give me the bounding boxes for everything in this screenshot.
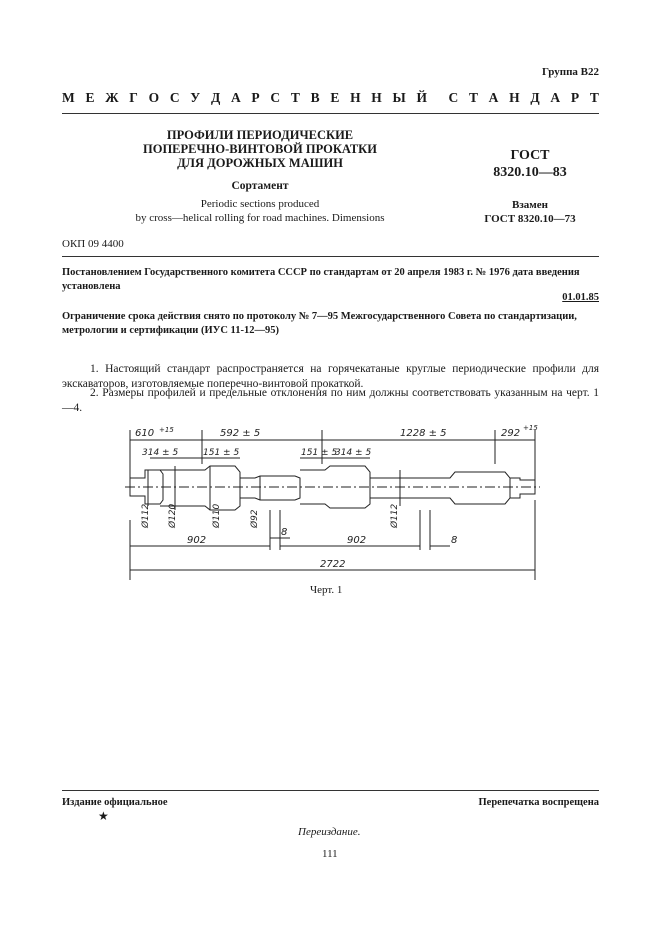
banner-letter: Д bbox=[210, 90, 221, 105]
banner-letter: С bbox=[169, 90, 180, 105]
banner-letter: Н bbox=[350, 90, 361, 105]
shaft-body-2 bbox=[240, 476, 300, 500]
banner-letter: У bbox=[190, 90, 201, 105]
title-subtitle: Сортамент bbox=[231, 180, 289, 192]
star-icon: ★ bbox=[98, 809, 109, 823]
dia-120: Ø120 bbox=[168, 503, 178, 528]
dim-902-right: 902 bbox=[347, 535, 367, 546]
english-title-1: Periodic sections produced bbox=[200, 198, 320, 210]
banner-letter: Т bbox=[589, 90, 599, 105]
official-edition: Издание официальное bbox=[62, 797, 168, 808]
dia-112-left: Ø112 bbox=[141, 503, 151, 528]
banner-letter: Ж bbox=[105, 90, 119, 105]
banner-letter: Г bbox=[129, 90, 138, 105]
dim-610: 610 bbox=[135, 428, 155, 439]
banner-letter: Т bbox=[290, 90, 300, 105]
dim-592: 592 ± 5 bbox=[220, 428, 261, 439]
dim-151-right: 151 ± 5 bbox=[301, 448, 338, 458]
dim-151-left: 151 ± 5 bbox=[203, 448, 240, 458]
dim-292: 292 bbox=[501, 428, 521, 439]
reprint-prohibited: Перепечатка воспрещена bbox=[478, 797, 599, 808]
shaft-body-4 bbox=[370, 472, 510, 504]
paragraph-1: 1. Настоящий стандарт распространяется на горячекатаные круглые периодические профили для экскаваторов, изготовляемые поперечно-винтовой прокаткой. bbox=[62, 363, 599, 390]
english-title-2: by cross—helical rolling for road machines. Dimensions bbox=[135, 211, 385, 224]
banner-letter: А bbox=[488, 90, 499, 105]
effective-date: 01.01.85 bbox=[562, 292, 599, 303]
okp-rule bbox=[62, 256, 599, 257]
title-line-3: ДЛЯ ДОРОЖНЫХ МАШИН bbox=[177, 156, 343, 170]
banner-letter: Е bbox=[85, 90, 95, 105]
dim-8-right: 8 bbox=[451, 535, 458, 546]
title-line-2: ПОПЕРЕЧНО-ВИНТОВОЙ ПРОКАТКИ bbox=[143, 142, 377, 156]
decree-text: Постановлением Государственного комитета СССР по стандартам от 20 апреля 1983 г. № 1976 дата введения установлена bbox=[62, 267, 580, 292]
group-code: Группа В22 bbox=[541, 66, 599, 78]
banner-letter: Р bbox=[251, 90, 260, 105]
title-block bbox=[100, 128, 420, 225]
title-line-1: ПРОФИЛИ ПЕРИОДИЧЕСКИЕ bbox=[166, 128, 354, 142]
limitation-text: Ограничение срока действия снято по протоколу № 7—95 Межгосударственного Совета по стандартизации, метрологии и сертификации (ИУС 11-12—95) bbox=[62, 311, 577, 336]
dim-8-left: 8 bbox=[281, 527, 288, 538]
banner-letter: Ы bbox=[392, 90, 406, 105]
banner-letter: Т bbox=[468, 90, 478, 105]
okp-code: ОКП 09 4400 bbox=[62, 238, 124, 250]
footer-rule bbox=[62, 790, 599, 791]
banner-letter: А bbox=[550, 90, 561, 105]
gost-label: ГОСТ bbox=[510, 148, 550, 163]
profile-drawing bbox=[115, 420, 555, 580]
banner-letter: М bbox=[62, 90, 75, 105]
shaft-body-1 bbox=[160, 466, 240, 510]
shaft-body-5 bbox=[510, 478, 535, 498]
replaces-number: ГОСТ 8320.10—73 bbox=[484, 212, 576, 225]
dim-1228: 1228 ± 5 bbox=[400, 428, 447, 439]
banner-letter: Н bbox=[371, 90, 382, 105]
banner-letter: Й bbox=[416, 90, 428, 105]
banner-letter: Н bbox=[509, 90, 520, 105]
gost-block bbox=[470, 147, 590, 226]
dia-112-right: Ø112 bbox=[390, 503, 400, 528]
dim-292-tol: +15 bbox=[523, 424, 538, 432]
replaces-label: Взамен bbox=[512, 199, 548, 211]
banner-letter: Д bbox=[530, 90, 540, 105]
dia-92: Ø92 bbox=[250, 509, 260, 528]
dim-314-right: 314 ± 5 bbox=[335, 448, 372, 458]
banner-rule bbox=[62, 113, 599, 114]
dim-314-left: 314 ± 5 bbox=[142, 448, 179, 458]
standard-banner bbox=[62, 90, 599, 106]
banner-letter: Е bbox=[330, 90, 340, 105]
dia-110: Ø110 bbox=[212, 503, 222, 528]
paragraph-2: 2. Размеры профилей и предельные отклонения по ним должны соответствовать указанным на черт. 1—4. bbox=[62, 387, 599, 414]
gost-number: 8320.10—83 bbox=[493, 165, 567, 180]
figure-caption: Черт. 1 bbox=[310, 584, 343, 596]
dim-902-left: 902 bbox=[187, 535, 207, 546]
page-number: 111 bbox=[322, 848, 338, 860]
banner-letter: О bbox=[148, 90, 160, 105]
dim-2722: 2722 bbox=[320, 559, 346, 570]
dim-610-tol: +15 bbox=[159, 426, 174, 434]
reissue-note: Переиздание. bbox=[298, 826, 361, 838]
banner-letter: С bbox=[448, 90, 459, 105]
banner-letter: В bbox=[310, 90, 320, 105]
banner-letter: Р bbox=[570, 90, 580, 105]
banner-letter: А bbox=[230, 90, 241, 105]
banner-letter: С bbox=[270, 90, 281, 105]
